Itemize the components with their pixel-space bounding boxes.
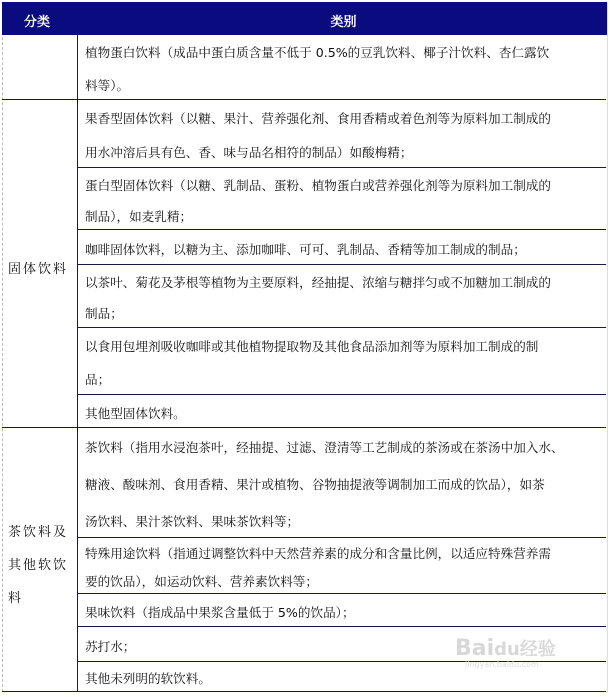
row-text-line: 汤饮料、果汁茶饮料、果味茶饮料等； bbox=[85, 513, 300, 529]
row-text-line: 料等）。 bbox=[85, 77, 130, 93]
row-text-line: 特殊用途饮料（指通过调整饮料中天然营养素的成分和含量比例，以适应特殊营养需 bbox=[85, 546, 551, 561]
category-solid-drinks bbox=[8, 253, 68, 286]
category-line: 固体饮料 bbox=[8, 262, 69, 277]
row-text-line: 果香型固体饮料（以糖、果汁、营养强化剂、食用香精或着色剂等为原料加工制成的 bbox=[85, 111, 551, 126]
row-text-line: 果味饮料（指成品中果浆含量低于 5%的饮品）； bbox=[85, 604, 355, 620]
category-line: 料 bbox=[8, 591, 24, 606]
row-text-line: 蛋白型固体饮料（以糖、乳制品、蛋粉、植物蛋白或营养强化剂等为原料加工制成的 bbox=[85, 177, 551, 193]
row-divider bbox=[2, 691, 77, 692]
table-row bbox=[78, 594, 606, 627]
category-tea-soft-drinks bbox=[8, 516, 68, 615]
header-category: 分类 bbox=[24, 15, 51, 30]
row-text-line: 品； bbox=[85, 372, 111, 388]
table-row bbox=[78, 230, 606, 265]
table-row bbox=[78, 100, 606, 168]
row-text-line: 要的饮品），如运动饮料、营养素饮料等； bbox=[85, 574, 318, 589]
table-row bbox=[78, 265, 606, 328]
row-text-line: 茶饮料（指用水浸泡茶叶，经抽提、过滤、澄清等工艺制成的茶汤或在茶汤中加入水、 bbox=[85, 440, 564, 456]
table-row bbox=[78, 428, 606, 538]
row-text-line: 其他未列明的软饮料。 bbox=[85, 671, 211, 686]
table-row bbox=[78, 35, 606, 100]
row-divider bbox=[2, 427, 77, 428]
header-type: 类别 bbox=[330, 15, 357, 30]
row-text-line: 以茶叶、菊花及茅根等植物为主要原料，经抽提、浓缩与糖拌匀或不加糖加工制成的 bbox=[85, 274, 551, 290]
table-row bbox=[78, 538, 606, 594]
watermark-logo: Baidu经验 bbox=[455, 636, 556, 661]
table-row bbox=[78, 395, 606, 428]
row-text-line: 其他型固体饮料。 bbox=[85, 405, 186, 421]
category-line: 茶饮料及 bbox=[8, 525, 69, 540]
table-row bbox=[78, 328, 606, 395]
watermark-url: jingyan.baidu.com bbox=[465, 660, 539, 669]
row-divider bbox=[2, 99, 77, 100]
row-text-line: 用水冲溶后具有色、香、味与品名相符的制品）如酸梅精； bbox=[85, 145, 413, 160]
row-text-line: 植物蛋白饮料（成品中蛋白质含量不低于 0.5%的豆乳饮料、椰子汁饮料、杏仁露饮 bbox=[85, 45, 550, 61]
row-text-line: 咖啡固体饮料，以糖为主、添加咖啡、可可、乳制品、香精等加工制成的制品； bbox=[85, 241, 526, 257]
category-line: 其他软饮 bbox=[8, 558, 69, 573]
row-text-line: 制品； bbox=[85, 306, 123, 322]
row-text-line: 以食用包埋剂吸收咖啡或其他植物提取物及其他食品添加剂等为原料加工制成的制 bbox=[85, 338, 539, 354]
row-text-line: 苏打水； bbox=[85, 638, 136, 654]
table-row bbox=[78, 168, 606, 230]
row-text-line: 制品），如麦乳精； bbox=[85, 208, 193, 224]
table-header bbox=[2, 2, 607, 35]
row-text-line: 糖液、酸味剂、食用香精、果汁或植物、谷物抽提液等调制加工而成的饮品），如茶 bbox=[85, 477, 545, 492]
